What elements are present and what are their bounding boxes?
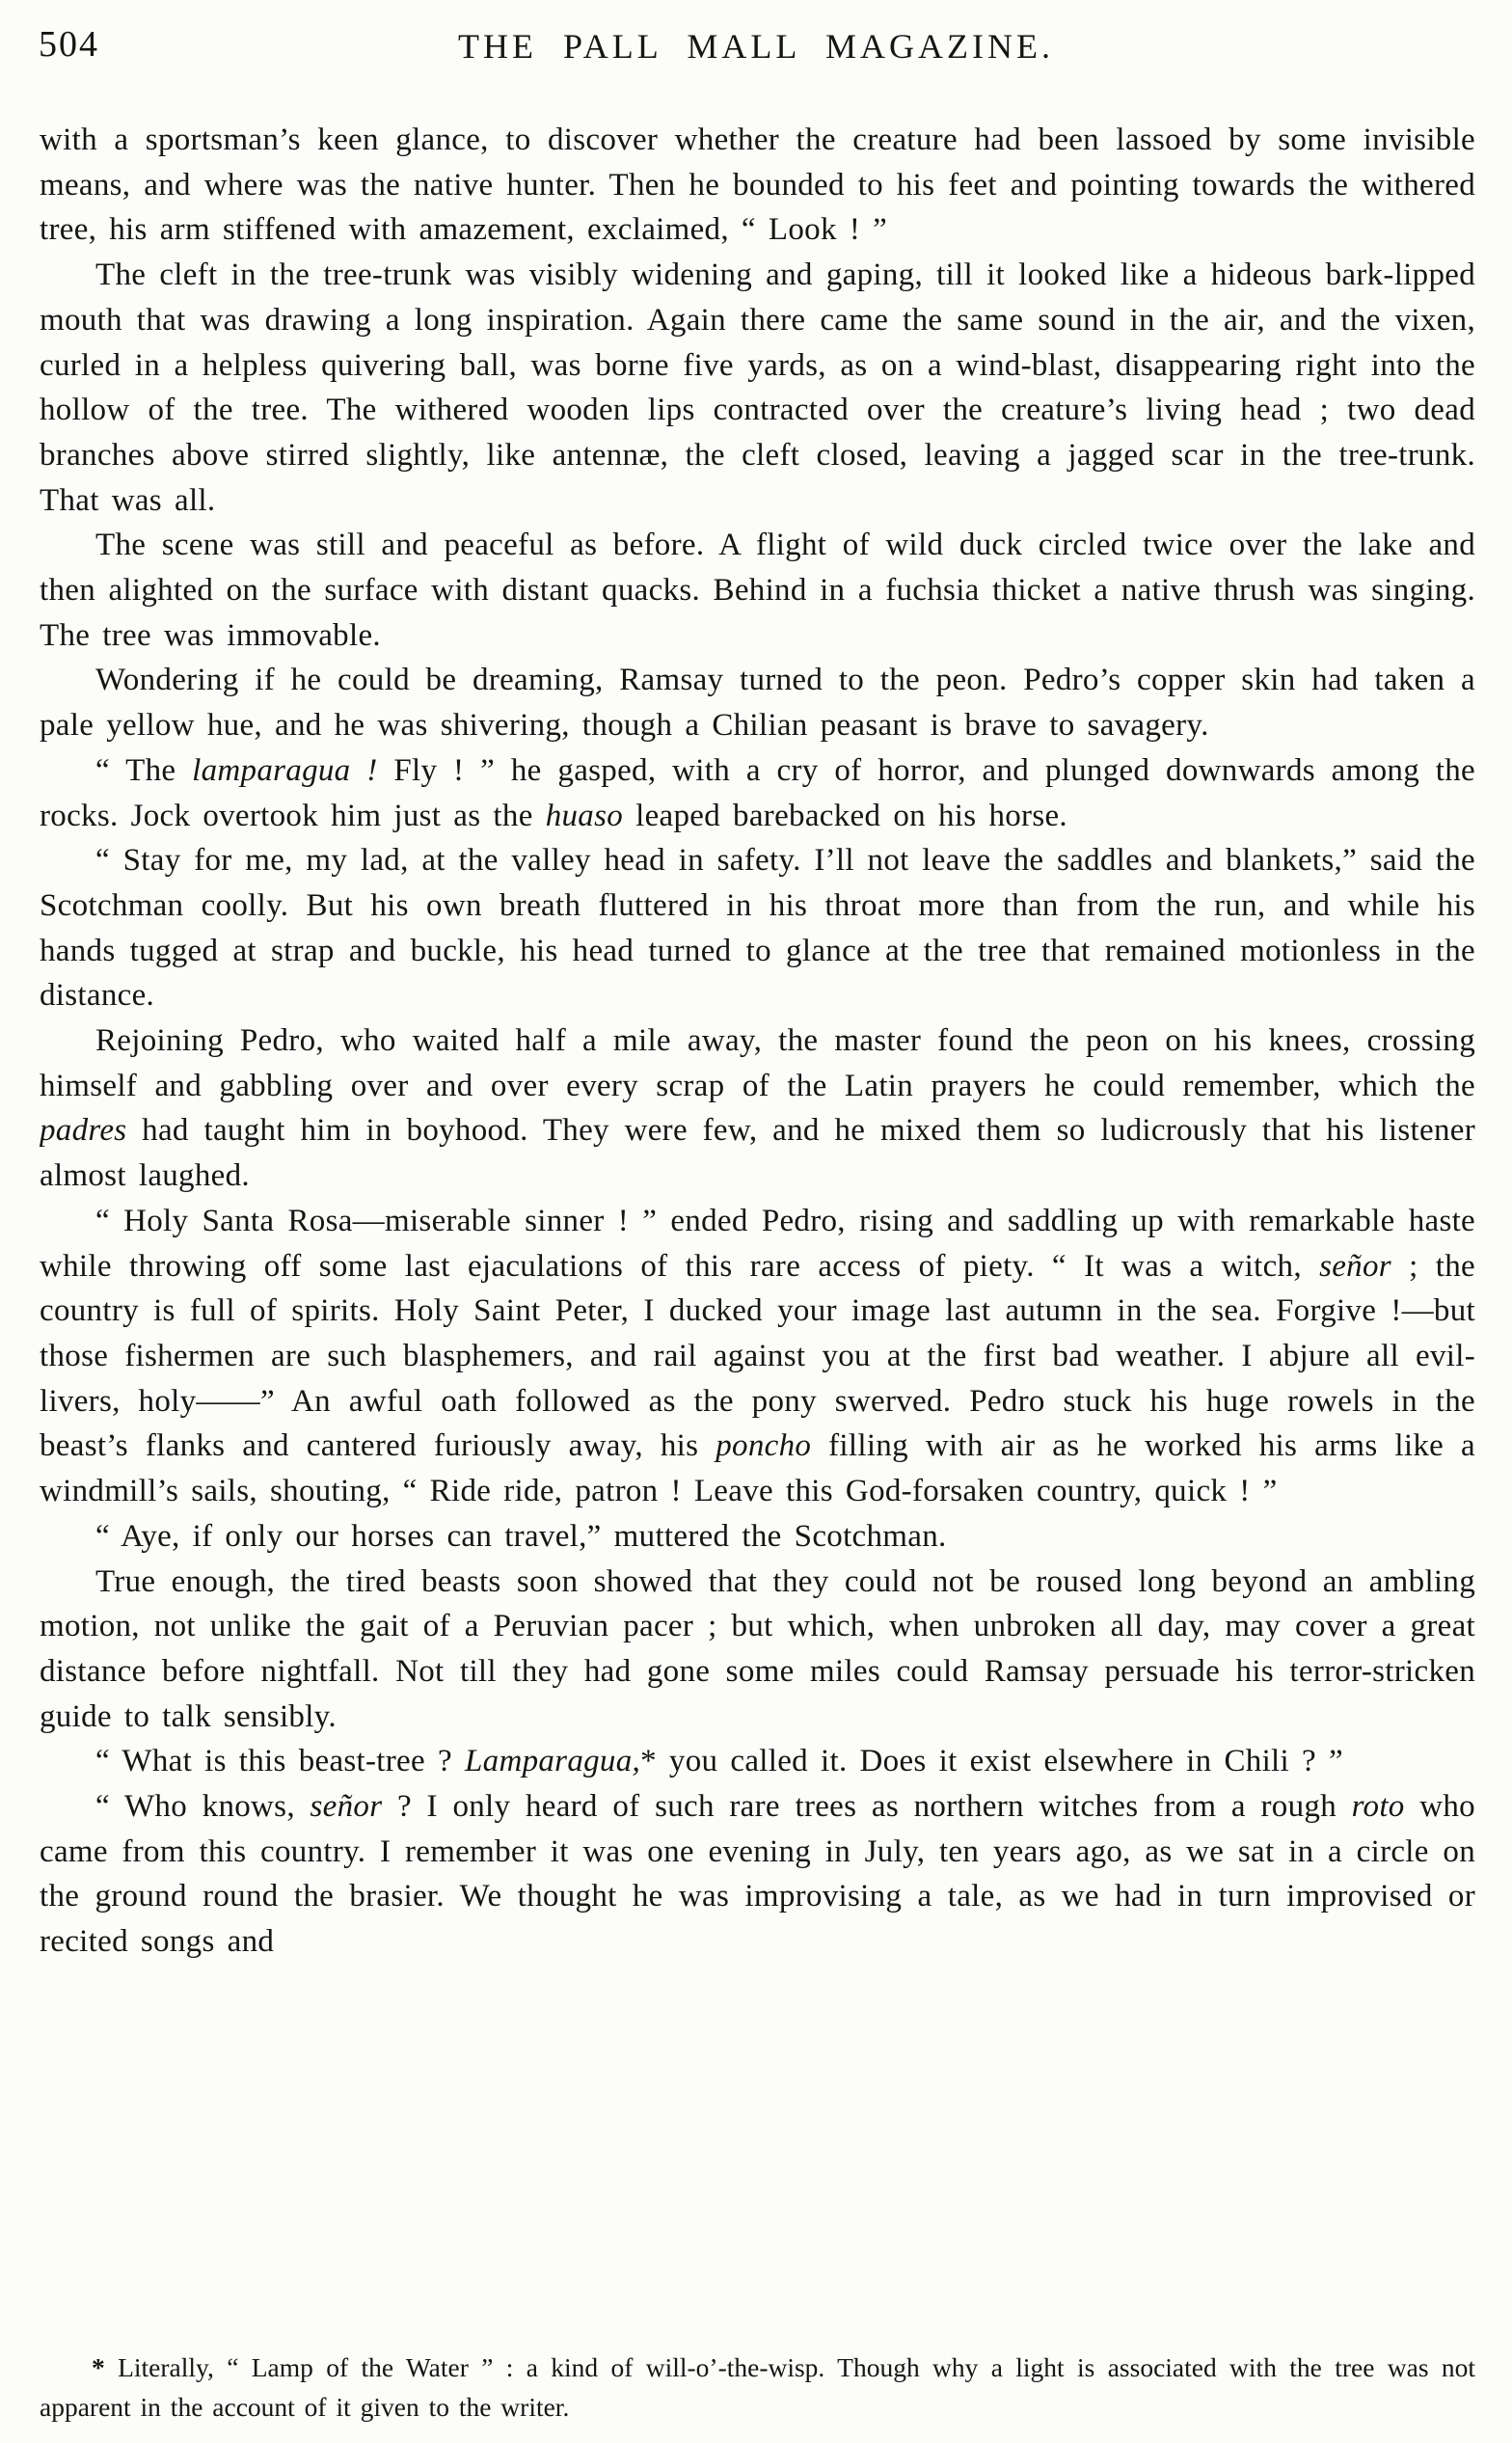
- text-segment: who came from this country. I remember it was one evening in July, ten years ago, as we sat in a circle on the ground round the brasier. We thought he was improvising a tale, as we had in turn improvised or recited songs and: [40, 1789, 1475, 1960]
- paragraph: [40, 838, 1475, 1018]
- paragraph: [40, 1018, 1475, 1199]
- italic-term: roto: [1351, 1789, 1405, 1825]
- text-segment: Wondering if he could be dreaming, Ramsay turned to the peon. Pedro’s copper skin had taken a pale yellow hue, and he was shivering, though a Chilian peasant is brave to savagery.: [40, 663, 1475, 744]
- paragraph: [40, 523, 1475, 658]
- paragraph: [40, 118, 1475, 253]
- italic-term: lamparagua !: [192, 752, 378, 788]
- text-segment: ; the country is full of spirits. Holy Saint Peter, I ducked your image last autumn in the sea. Forgive !—but those fishermen are such blasphemers, and rail against you at the first bad weather. I abjure all evil-livers, holy——” An awful oath followed as the pony swerved. Pedro stuck his huge rowels in the beast’s flanks and cantered furiously away, his: [40, 1248, 1475, 1464]
- italic-term: padres: [40, 1113, 127, 1149]
- text-segment: ? I only heard of such rare trees as northern witches from a rough: [382, 1789, 1352, 1825]
- text-segment: Rejoining Pedro, who waited half a mile away, the master found the peon on his knees, crossing himself and gabbling over and over every scrap of the Latin prayers he could remember, which the: [40, 1023, 1475, 1103]
- running-title: THE PALL MALL MAGAZINE.: [458, 27, 1054, 66]
- text-segment: with a sportsman’s keen glance, to discover whether the creature had been lassoed by some invisible means, and where was the native hunter. Then he bounded to his feet and pointing towards the withered tree, his arm stiffened with amazement, exclaimed, “ Look ! ”: [40, 122, 1475, 248]
- text-segment: “ Who knows,: [95, 1789, 310, 1825]
- paragraph: [40, 1560, 1475, 1740]
- text-segment: “ Holy Santa Rosa—miserable sinner ! ” ended Pedro, rising and saddling up with remarkable haste while throwing off some last ejaculations of this rare access of piety. “ It was a witch,: [40, 1203, 1475, 1284]
- footnote: [40, 2348, 1475, 2427]
- footnote-text: Literally, “ Lamp of the Water ” : a kind of will-o’-the-wisp. Though why a light is associated with the tree was not apparent in the account of it given to the writer.: [40, 2351, 1475, 2422]
- text-segment: True enough, the tired beasts soon showed that they could not be roused long beyond an ambling motion, not unlike the gait of a Peruvian pacer ; but which, when unbroken all day, may cover a great distance before nightfall. Not till they had gone some miles could Ramsay persuade his terror-stricken guide to talk sensibly.: [40, 1563, 1475, 1734]
- text-segment: * you called it. Does it exist elsewhere in Chili ? ”: [640, 1744, 1343, 1779]
- paragraph: [40, 1199, 1475, 1514]
- paragraph: [40, 253, 1475, 523]
- text-segment: leaped barebacked on his horse.: [623, 798, 1067, 833]
- text-segment: “ Aye, if only our horses can travel,” muttered the Scotchman.: [95, 1518, 947, 1554]
- paragraph: [40, 1514, 1475, 1560]
- text-segment: “ What is this beast-tree ?: [95, 1744, 465, 1779]
- italic-term: huaso: [545, 798, 624, 833]
- page-body: [40, 118, 1475, 1965]
- page-number: 504: [39, 24, 99, 65]
- text-segment: The cleft in the tree-trunk was visibly widening and gaping, till it looked like a hideous bark-lipped mouth that was drawing a long inspiration. Again there came the same sound in the air, and the vixen, curled in a helpless quivering ball, was borne five yards, as on a wind-blast, disappearing right into the hollow of the tree. The withered wooden lips contracted over the creature’s living head ; two dead branches above stirred slightly, like antennæ, the cleft closed, leaving a jagged scar in the tree-trunk. That was all.: [40, 258, 1475, 518]
- paragraph: [40, 748, 1475, 838]
- italic-term: poncho: [716, 1428, 812, 1464]
- paragraph: [40, 1784, 1475, 1965]
- paragraph: [40, 658, 1475, 747]
- text-segment: The scene was still and peaceful as before. A flight of wild duck circled twice over the lake and then alighted on the surface with distant quacks. Behind in a fuchsia thicket a native thrush was singing. The tree was immovable.: [40, 528, 1475, 653]
- footnote-marker: *: [92, 2351, 105, 2382]
- text-segment: Fly ! ” he gasped, with a cry of horror, and plunged downwards among the rocks. Jock overtook him just as the: [40, 752, 1475, 833]
- text-segment: filling with air as he worked his arms like a windmill’s sails, shouting, “ Ride ride, patron ! Leave this God-forsaken country, quick ! ”: [40, 1428, 1475, 1509]
- text-segment: “ The: [95, 752, 193, 788]
- italic-term: señor: [310, 1789, 383, 1825]
- italic-term: Lamparagua,: [465, 1744, 641, 1779]
- italic-term: señor: [1319, 1248, 1391, 1284]
- text-segment: had taught him in boyhood. They were few, and he mixed them so ludicrously that his listener almost laughed.: [40, 1113, 1475, 1194]
- paragraph: [40, 1739, 1475, 1784]
- text-segment: “ Stay for me, my lad, at the valley head in safety. I’ll not leave the saddles and blankets,” said the Scotchman coolly. But his own breath fluttered in his throat more than from the run, and while his hands tugged at strap and buckle, his head turned to glance at the tree that remained motionless in the distance.: [40, 843, 1475, 1014]
